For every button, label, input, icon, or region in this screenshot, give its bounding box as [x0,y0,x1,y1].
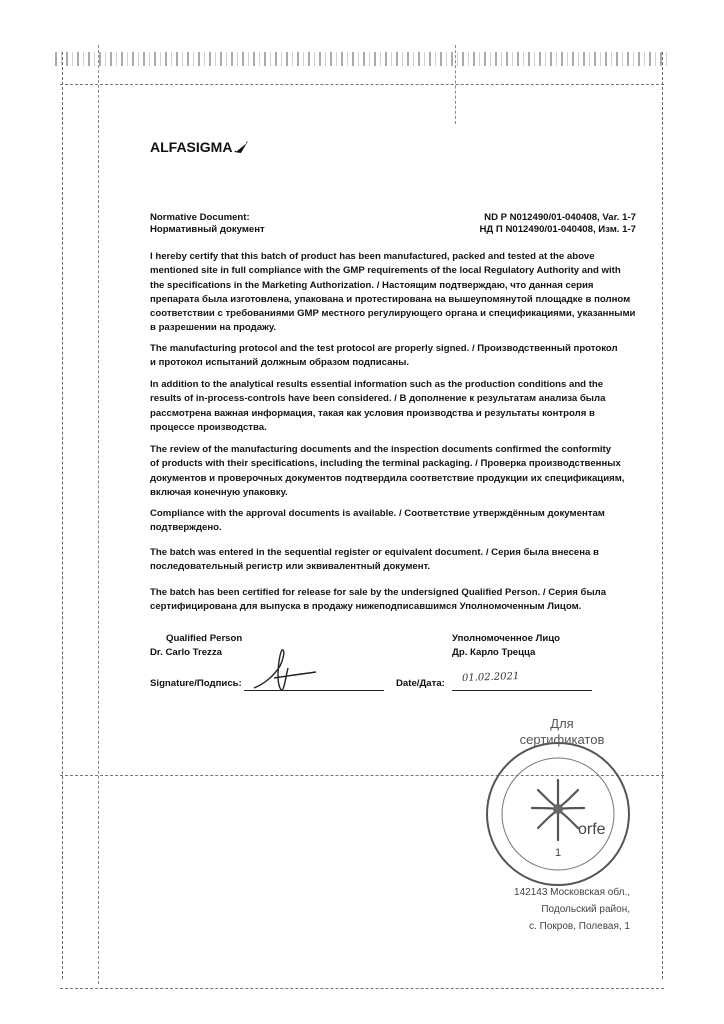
qualified-person-role-ru: Уполномоченное Лицо [452,633,560,644]
text-line: The batch has been certified for release for sale by the undersigned Qualified Person. / Серия была [150,587,607,598]
text-line: сертифицирована для выпуска в продажу нижеподписавшимся Уполномоченным Лицом. [150,601,582,613]
address-line: с. Покров, Полевая, 1 [529,921,630,932]
scan-edge-right [662,52,664,979]
qualified-person-name: Dr. Carlo Trezza [150,647,222,658]
signature-label-text: Signature/Подпись: [150,678,242,689]
company-logo [150,139,249,155]
normative-value-ru: НД П N012490/01-040408, Изм. 1-7 [479,224,636,235]
seal-number-text: 1 [554,847,562,859]
text-line: of products with their specifications, including the terminal packaging. / Проверка производственных [150,458,621,470]
text-line: включая конечную упаковку. [150,486,288,498]
scan-edge-left [62,52,64,979]
scan-noise-top [55,52,669,66]
text-line: процессе производства. [150,421,267,433]
text-line: The manufacturing protocol and the test protocol are properly signed. / Производственный протокол [150,343,618,354]
text-line: документов и проверочных документов подтвердила соответствие продукции их спецификациям, [150,472,625,484]
review-paragraph [150,443,650,500]
analytical-paragraph [150,378,650,435]
text-line: the specifications in the Marketing Authorization. / Настоящим подтверждаю, что данная серия [150,279,594,291]
stamp-address [480,884,630,935]
text-line: и протокол испытаний должным образом подписаны. [150,357,410,369]
text-line: In addition to the analytical results essential information such as the production conditions and the [150,379,604,390]
text-line: I hereby certify that this batch of product has been manufactured, packed and tested at the above [150,251,595,262]
text-line: рассмотрена важная информация, такая как условия производства и результаты контроля в [150,407,595,419]
qualified-person-role: Qualified Person [166,633,243,644]
handwritten-date: 01.02.2021 [461,671,520,684]
normative-document [150,212,650,236]
normative-value-en: ND P N012490/01-040408, Var. 1-7 [484,212,636,223]
text-line: The batch was entered in the sequential register or equivalent document. / Серия была внесена в [150,547,599,558]
signature-label [150,677,242,691]
date-label-text: Date/Дата: [396,678,445,689]
text-line: mentioned site in full compliance with the GMP requirements of the local Regulatory Authority and with [150,265,621,277]
text-line: Compliance with the approval documents is available. / Соответствие утверждённым документам [150,508,605,519]
certification-paragraph [150,250,650,336]
text-line: препарата была изготовлена, упакована и протестирована на вышеупомянутой площадке в полном [150,293,631,305]
register-paragraph [150,546,650,575]
fold-line [455,45,456,124]
logo-mark-icon [233,140,249,154]
handwritten-signature [250,646,320,694]
protocol-paragraph [150,342,650,371]
signatory-ru [452,632,560,646]
fold-line [60,988,664,989]
qualified-person-name-ru: Др. Карло Трецца [452,647,536,658]
text-line: последовательный регистр или эквивалентный документ. [150,561,431,573]
stamp-caption-line: сертификатов [519,732,605,747]
date-line [452,690,592,691]
text-line: results of in-process-controls have been considered. / В дополнение к результатам анализа была [150,393,606,405]
seal-brand-text: orfe [578,821,606,838]
release-paragraph [150,586,650,615]
signatory-en [166,632,242,646]
text-line: соответствии с требованиями GMP местного регулирующего органа и спецификациями, указанными [150,308,636,320]
compliance-paragraph [150,507,650,536]
text-line: подтверждено. [150,522,222,534]
text-line: в разрешении на продажу. [150,322,276,334]
seal-emblem-icon [488,744,628,884]
fold-line [98,45,99,984]
address-line: 142143 Московская обл., [514,887,630,898]
address-line: Подольский район, [541,904,630,915]
company-seal [486,742,630,886]
fold-line [60,84,664,85]
normative-label-ru: Нормативный документ [150,224,265,235]
signatory-ru-name [452,646,535,660]
text-line: The review of the manufacturing documents and the inspection documents confirmed the conformity [150,444,612,455]
logo-text: ALFASIGMA [150,139,233,155]
signatory-en-name [150,646,222,660]
date-label [396,677,445,691]
stamp-caption-line: Для [550,716,574,731]
normative-label-en: Normative Document: [150,212,250,223]
